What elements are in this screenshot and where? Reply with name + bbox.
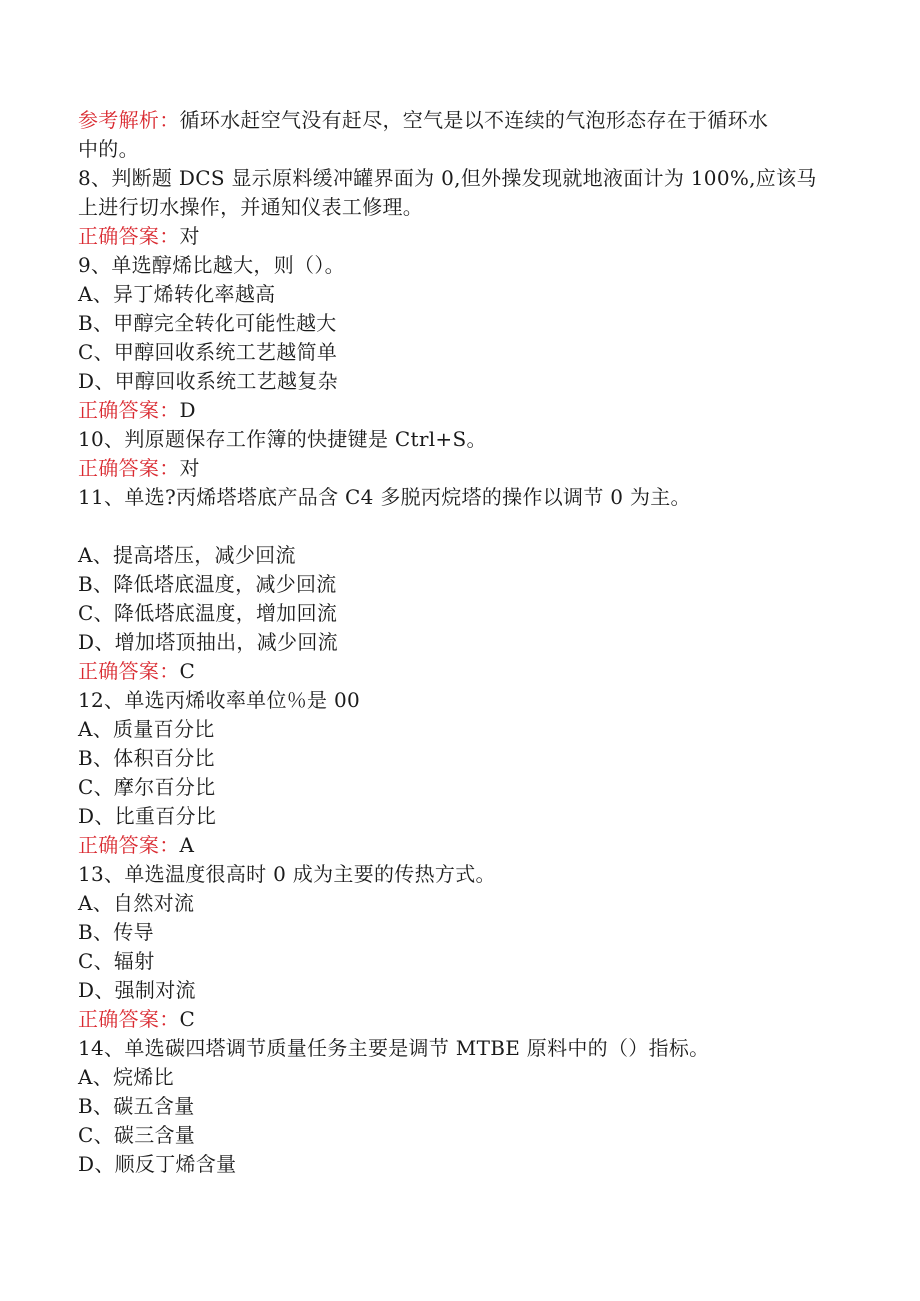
q12-stem: 12、单选丙烯收率单位％是 00 [78, 688, 361, 712]
answer-label: 正确答案： [78, 224, 180, 248]
q13-option-c: C、辐射 [78, 949, 155, 973]
answer-value: 对 [179, 224, 200, 248]
q8-stem-line-1: 8、判断题 DCS 显示原料缓冲罐界面为 0,但外操发现就地液面计为 100%,应该马 [78, 166, 817, 190]
q12-option-b: B、体积百分比 [78, 746, 215, 770]
explanation-label: 参考解析： [78, 108, 180, 132]
answer-label: 正确答案： [78, 659, 180, 683]
answer-label: 正确答案： [78, 398, 180, 422]
q13-option-a: A、自然对流 [78, 891, 195, 915]
q13-stem: 13、单选温度很高时 0 成为主要的传热方式。 [78, 862, 496, 886]
q9-stem: 9、单选醇烯比越大，则（）。 [78, 253, 345, 277]
q12-option-d: D、比重百分比 [78, 804, 217, 828]
q10-stem: 10、判原题保存工作簿的快捷键是 Ctrl+S。 [78, 427, 487, 451]
q14-option-d: D、顺反丁烯含量 [78, 1152, 237, 1176]
q9-option-d: D、甲醇回收系统工艺越复杂 [78, 369, 338, 393]
document-page [78, 106, 838, 1179]
q13-option-d: D、强制对流 [78, 978, 196, 1002]
q14-option-a: A、烷烯比 [78, 1065, 174, 1089]
q14-stem: 14、单选碳四塔调节质量任务主要是调节 MTBE 原料中的（）指标。 [78, 1036, 710, 1060]
answer-label: 正确答案： [78, 1007, 180, 1031]
q12-option-a: A、质量百分比 [78, 717, 215, 741]
q11-option-a: A、提高塔压，减少回流 [78, 543, 296, 567]
answer-value: 对 [179, 456, 200, 480]
q14-option-b: B、碳五含量 [78, 1094, 195, 1118]
explanation-line [78, 106, 838, 135]
answer-label: 正确答案： [78, 456, 180, 480]
answer-value: A [179, 833, 195, 857]
blank-line [78, 512, 838, 541]
q13-option-b: B、传导 [78, 920, 154, 944]
q9-option-a: A、异丁烯转化率越高 [78, 282, 276, 306]
q8-stem-line-2: 上进行切水操作，并通知仪表工修理。 [78, 195, 424, 219]
q12-option-c: C、摩尔百分比 [78, 775, 216, 799]
answer-value: C [179, 1007, 196, 1031]
answer-value: D [179, 398, 196, 422]
q11-answer [78, 657, 838, 686]
answer-value: C [179, 659, 196, 683]
q9-option-c: C、甲醇回收系统工艺越简单 [78, 340, 338, 364]
q13-answer [78, 1005, 838, 1034]
q11-option-b: B、降低塔底温度，减少回流 [78, 572, 337, 596]
explanation-line-cont: 中的。 [78, 137, 139, 161]
q12-answer [78, 831, 838, 860]
q11-option-c: C、降低塔底温度，增加回流 [78, 601, 338, 625]
q9-answer [78, 396, 838, 425]
q14-option-c: C、碳三含量 [78, 1123, 196, 1147]
q10-answer [78, 454, 838, 483]
q11-stem: 11、单选?丙烯塔塔底产品含 C4 多脱丙烷塔的操作以调节 0 为主。 [78, 485, 691, 509]
explanation-text: 循环水赶空气没有赶尽，空气是以不连续的气泡形态存在于循环水 [179, 108, 769, 132]
answer-label: 正确答案： [78, 833, 180, 857]
q8-answer [78, 222, 838, 251]
q11-option-d: D、增加塔顶抽出，减少回流 [78, 630, 338, 654]
q9-option-b: B、甲醇完全转化可能性越大 [78, 311, 337, 335]
